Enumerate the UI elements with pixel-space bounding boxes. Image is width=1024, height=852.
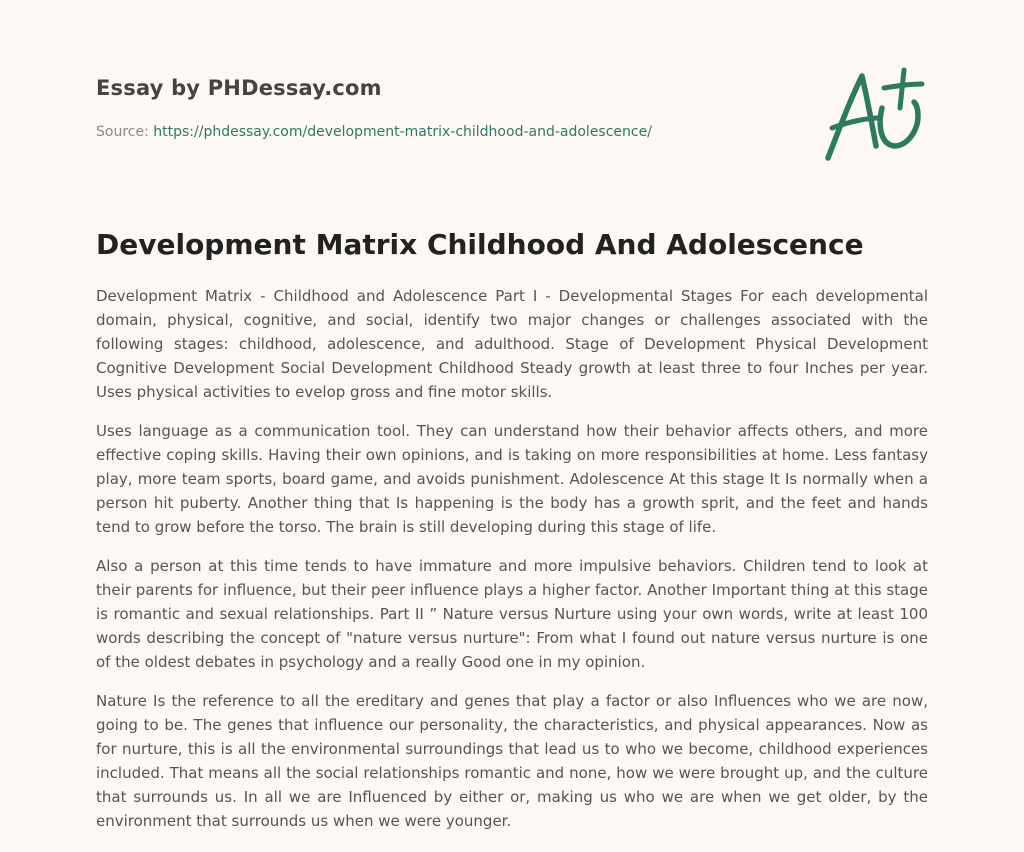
essay-paragraph: Development Matrix - Childhood and Adolescence Part I - Developmental Stages For each developmental domain, physical, cognitive, and social, identify two major changes or challenges associated with the following stages: childhood, adolescence, and adulthood. Stage of Development Physical Development Cognitive Development Social Development Childhood Steady growth at least three to four Inches per year. Uses physical activities to evelop gross and fine motor skills. <box>96 287 928 401</box>
essay-body <box>96 284 928 848</box>
source-line <box>96 124 652 140</box>
site-name: Essay by PHDessay.com <box>96 76 382 100</box>
essay-paragraph: Uses language as a communication tool. They can understand how their behavior affects others, and more effective coping skills. Having their own opinions, and is taking on more responsibilities at home. Less fantasy play, more team sports, board game, and avoids punishment. Adolescence At this stage It Is normally when a person hit puberty. Another thing that Is happening is the body has a growth sprit, and the feet and hands tend to grow before the torso. The brain is still developing during this stage of life. <box>96 422 928 536</box>
a-plus-grade-icon <box>818 62 930 166</box>
essay-title: Development Matrix Childhood And Adolescence <box>96 228 864 261</box>
essay-paragraph: Also a person at this time tends to have immature and more impulsive behaviors. Children tend to look at their parents for influence, but their peer influence plays a higher factor. Another Important thing at this stage is romantic and sexual relationships. Part II ” Nature versus Nurture using your own words, write at least 100 words describing the concept of "nature versus nurture": From what I found out nature versus nurture is one of the oldest debates in psychology and a really Good one in my opinion. <box>96 557 928 671</box>
source-link[interactable]: https://phdessay.com/development-matrix-childhood-and-adolescence/ <box>153 124 652 140</box>
source-label: Source: <box>96 124 154 140</box>
essay-paragraph: Nature Is the reference to all the ereditary and genes that play a factor or also Influences who we are now, going to be. The genes that influence our personality, the characteristics, and physical appearances. Now as for nurture, this is all the environmental surroundings that lead us to who we become, childhood experiences included. That means all the social relationships romantic and none, how we were brought up, and the culture that surrounds us. In all we are Influenced by either or, making us who we are when we get older, by the environment that surrounds us when we were younger. <box>96 692 928 830</box>
